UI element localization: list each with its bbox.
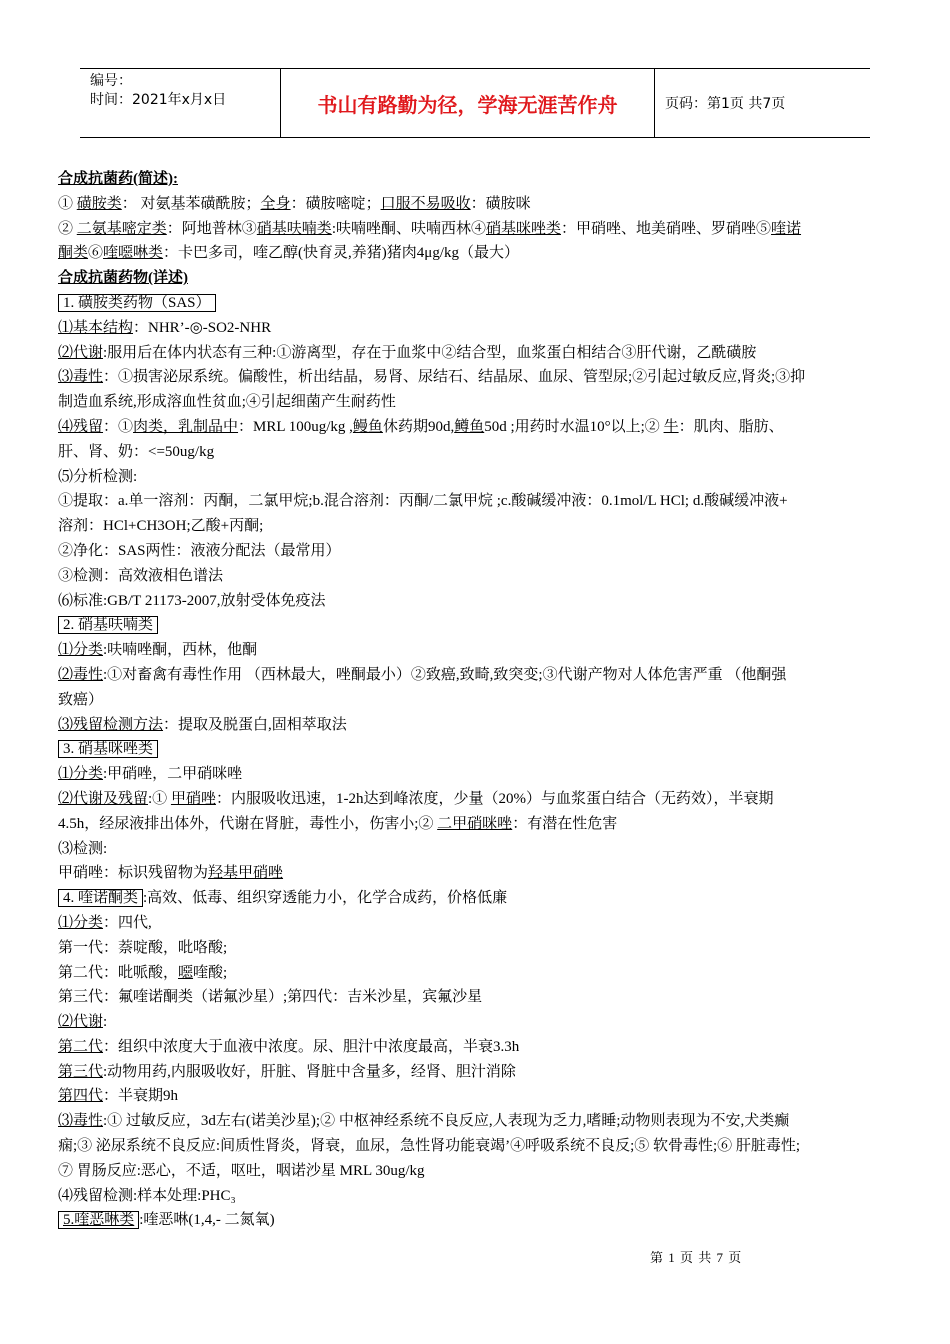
nitroimidazole-metab-1 [58, 787, 898, 812]
text-segment: 甲硝唑：标识残留物为 [58, 865, 209, 882]
text-segment: 全身 [260, 195, 291, 212]
text-segment: ⑵代谢 [58, 344, 104, 361]
text-segment: ：阿地普林③ [166, 220, 257, 237]
text-segment: 鳗鱼 [352, 418, 383, 435]
sas-extraction-2 [58, 514, 898, 539]
text-segment: 喹酸; [193, 964, 228, 981]
sas-analysis [58, 465, 898, 490]
nitroimidazole-metab-2 [58, 812, 898, 837]
text-segment: ⑶检测: [58, 840, 108, 857]
text-segment: 合成抗菌药物(详述) [58, 270, 188, 287]
text-segment: ：组织中浓度大于血液中浓度。尿、胆汁中浓度最高，半衰3.3h [103, 1038, 520, 1055]
text-segment: ①提取：a.单一溶剂：丙酮，二氯甲烷;b.混合溶剂：丙酮/二氯甲烷 ;c.酸碱缓冲液：0.1mol/L HCl; d.酸碱缓冲液+ [58, 493, 788, 510]
text-segment: 牛 [663, 418, 679, 435]
text-segment: 噁 [178, 964, 194, 981]
nitroimidazole-class [58, 762, 898, 787]
text-segment: ： 对氨基苯磺酰胺； [121, 195, 261, 212]
text-segment: 二甲硝咪唑 [437, 815, 513, 832]
nitrofuran-class [58, 638, 898, 663]
text-segment: ⑶毒性 [58, 1113, 104, 1130]
text-segment: :① 过敏反应，3d左右(诺美沙星);② 中枢神经系统不良反应,人表现为乏力,嗜睡;动物则表现为不安,犬类癫 [103, 1113, 790, 1130]
text-segment: ：四代, [103, 914, 152, 931]
quinoxaline-heading [58, 1208, 898, 1233]
text-segment: 4. 喹诺酮类 [58, 889, 143, 907]
text-segment: ：磺胺嘧啶； [290, 195, 381, 212]
text-segment: 磺胺类 [76, 195, 122, 212]
section-heading-brief [58, 167, 898, 192]
text-segment: :甲硝唑，二甲硝咪唑 [103, 766, 243, 783]
sas-residue-2 [58, 440, 898, 465]
text-segment: ⑵毒性 [58, 666, 104, 683]
text-segment: ⑴分类 [58, 914, 104, 931]
text-segment: 第三代：氟喹诺酮类（诺氟沙星）;第四代：吉米沙星，宾氟沙星 [58, 989, 483, 1006]
header-page-cell [655, 69, 870, 137]
text-segment: 第三代 [58, 1063, 104, 1080]
text-segment: :高效、低毒、组织穿透能力小，化学合成药，价格低廉 [143, 890, 508, 907]
quinolone-toxicity-1 [58, 1109, 898, 1134]
text-segment: :① [148, 790, 171, 807]
text-segment: ：甲硝唑、地美硝唑、罗硝唑⑤ [561, 220, 772, 237]
nitroimidazole-marker [58, 861, 898, 886]
text-segment: 50d ;用药时水温10°以上;② [484, 418, 664, 435]
text-segment: ：①损害泌尿系统。偏酸性，析出结晶，易肾、尿结石、结晶尿、血尿、管型尿;②引起过敏反应,肾炎;③抑 [103, 369, 806, 386]
text-segment: 喹噁啉类 [103, 245, 164, 262]
text-segment: 鳟鱼 [454, 418, 485, 435]
text-segment: 5.喹恶啉类 [58, 1211, 139, 1229]
text-segment: ⑵代谢 [58, 1014, 104, 1031]
text-segment: ③检测：高效液相色谱法 [58, 567, 224, 584]
nitroimidazole-heading [58, 737, 898, 762]
text-segment: ① [58, 195, 77, 212]
text-segment: :①对畜禽有毒性作用 （西林最大，唑酮最小）②致癌,致畸,致突变;③代谢产物对人体危害严重 （他酮强 [103, 666, 787, 683]
motto-text: 书山有路勤为径，学海无涯苦作舟 [317, 92, 618, 117]
text-segment: 痫;③ 泌尿系统不良反应:间质性肾炎，肾衰，血尿，急性肾功能衰竭’④呼吸系统不良反;⑤ 软骨毒性;⑥ 肝脏毒性; [58, 1138, 801, 1155]
text-segment: 3. 硝基咪唑类 [58, 740, 158, 758]
sas-metabolism [58, 341, 898, 366]
text-segment: 肝、肾、奶：<=50ug/kg [58, 443, 215, 460]
text-segment: 4.5h，经尿液排出体外，代谢在肾脏，毒性小，伤害小;② [58, 815, 438, 832]
sas-extraction-1 [58, 489, 898, 514]
text-segment: :动物用药,内服吸收好，肝脏、肾脏中含量多，经肾、胆汁消除 [103, 1063, 516, 1080]
quinolone-class [58, 911, 898, 936]
text-segment: ⑥ [88, 245, 104, 262]
text-segment: ：半衰期9h [103, 1088, 179, 1105]
text-segment: ：NHR’-◎-SO2-NHR [133, 319, 272, 336]
quinolone-gen1 [58, 936, 898, 961]
quinolone-toxicity-3 [58, 1159, 898, 1184]
brief-line-2 [58, 217, 898, 242]
text-segment: 第二代 [58, 1038, 104, 1055]
text-segment: ⑷残留 [58, 418, 104, 435]
text-segment: : [103, 1014, 108, 1031]
sas-detection [58, 564, 898, 589]
document-body [58, 167, 898, 1233]
text-segment: :呋喃唑酮、呋喃西林④ [331, 220, 486, 237]
text-segment: ⑶残留检测方法 [58, 716, 164, 733]
sas-toxicity-1 [58, 365, 898, 390]
text-segment: 1. 磺胺类药物（SAS） [58, 294, 216, 312]
text-segment: 合成抗菌药(简述): [58, 171, 178, 187]
text-segment: :喹恶啉(1,4,- 二氮氧) [139, 1212, 275, 1229]
text-segment: 第二代：吡哌酸， [58, 964, 179, 981]
document-header [80, 68, 870, 138]
quinolone-residue [58, 1184, 898, 1209]
text-segment: ⑶毒性 [58, 369, 104, 386]
text-segment: 硝基呋喃类 [256, 220, 332, 237]
text-segment: 二氨基嘧定类 [76, 220, 167, 237]
nitrofuran-residue [58, 713, 898, 738]
text-segment: ：肌肉、脂肪、 [678, 418, 784, 435]
section-heading-detail [58, 266, 898, 291]
text-segment: ：卡巴多司，喹乙醇(快育灵,养猪)猪肉4μg/kg（最大） [163, 245, 519, 262]
quinolone-heading [58, 886, 898, 911]
text-segment: 2. 硝基呋喃类 [58, 616, 158, 634]
nitrofuran-heading [58, 613, 898, 638]
text-segment: :服用后在体内状态有三种:①游离型，存在于血浆中②结合型，血浆蛋白相结合③肝代谢，乙酰磺胺 [103, 344, 757, 361]
text-segment: ⑹标准:GB/T 21173-2007,放射受体免疫法 [58, 592, 326, 609]
text-segment: ⑴分类 [58, 766, 104, 783]
text-segment: 致癌） [58, 691, 104, 708]
text-segment: :呋喃唑酮，西林，他酮 [103, 642, 258, 659]
text-segment: 第四代 [58, 1088, 104, 1105]
text-segment: ⑴基本结构 [58, 319, 134, 336]
text-segment: 甲硝唑 [170, 790, 216, 807]
sas-purification [58, 539, 898, 564]
text-segment: ② [58, 220, 77, 237]
text-segment: 羟基甲硝唑 [208, 865, 284, 882]
text-segment: ：内服吸收迅速，1-2h达到峰浓度，少量（20%）与血浆蛋白结合（无药效），半衰期 [215, 790, 774, 807]
text-segment: 喹诺 [771, 220, 802, 237]
quinolone-toxicity-2 [58, 1134, 898, 1159]
sas-heading [58, 291, 898, 316]
page-footer: 第 1 页 共 7 页 [650, 1250, 743, 1265]
text-segment: ⑸分析检测: [58, 468, 138, 485]
text-segment: 口服不易吸收 [380, 195, 471, 212]
text-segment: ：MRL 100ug/kg , [238, 418, 353, 435]
document-number-label: 编号： [90, 73, 132, 89]
brief-line-3 [58, 241, 898, 266]
sas-residue-1 [58, 415, 898, 440]
quinolone-metab-gen2 [58, 1035, 898, 1060]
text-segment: 溶剂：HCl+CH3OH;乙酸+丙酮; [58, 518, 264, 535]
text-segment: ：有潜在性危害 [512, 815, 618, 832]
sas-standard [58, 589, 898, 614]
text-segment: ：① [103, 418, 134, 435]
text-segment: 硝基咪唑类 [485, 220, 561, 237]
text-segment: ：磺胺咪 [470, 195, 531, 212]
text-segment: ⑦ 胃肠反应:恶心，不适，呕吐，咽诺沙星 MRL 30ug/kg [58, 1162, 425, 1179]
quinolone-metab-gen4 [58, 1084, 898, 1109]
text-segment: 酮类 [58, 245, 89, 262]
text-segment: ⑵代谢及残留 [58, 790, 149, 807]
nitroimidazole-detection [58, 837, 898, 862]
brief-line-1 [58, 192, 898, 217]
text-segment: ⑴分类 [58, 642, 104, 659]
text-segment: 制造血系统,形成溶血性贫血;④引起细菌产生耐药性 [58, 394, 396, 411]
header-page-label: 页码：第1页 共7页 [665, 96, 786, 112]
document-time-label: 时间：2021年x月x日 [90, 92, 227, 108]
quinolone-metab-gen3 [58, 1060, 898, 1085]
sas-toxicity-2 [58, 390, 898, 415]
text-segment: ：提取及脱蛋白,固相萃取法 [163, 716, 347, 733]
text-segment: 肉类，乳制品中 [133, 418, 239, 435]
text-segment: 第一代：萘啶酸，吡咯酸; [58, 939, 228, 956]
header-meta-cell [80, 69, 281, 137]
nitrofuran-toxicity-1 [58, 663, 898, 688]
text-segment: ②净化：SAS两性：液液分配法（最常用） [58, 542, 341, 559]
nitrofuran-toxicity-2 [58, 688, 898, 713]
quinolone-metab [58, 1010, 898, 1035]
header-motto-cell [281, 69, 655, 137]
sas-structure [58, 316, 898, 341]
text-segment: 休药期90d, [382, 418, 455, 435]
text-segment: ⑷残留检测:样本处理:PHC₃ [58, 1187, 236, 1204]
quinolone-gen2 [58, 961, 898, 986]
quinolone-gen3 [58, 985, 898, 1010]
